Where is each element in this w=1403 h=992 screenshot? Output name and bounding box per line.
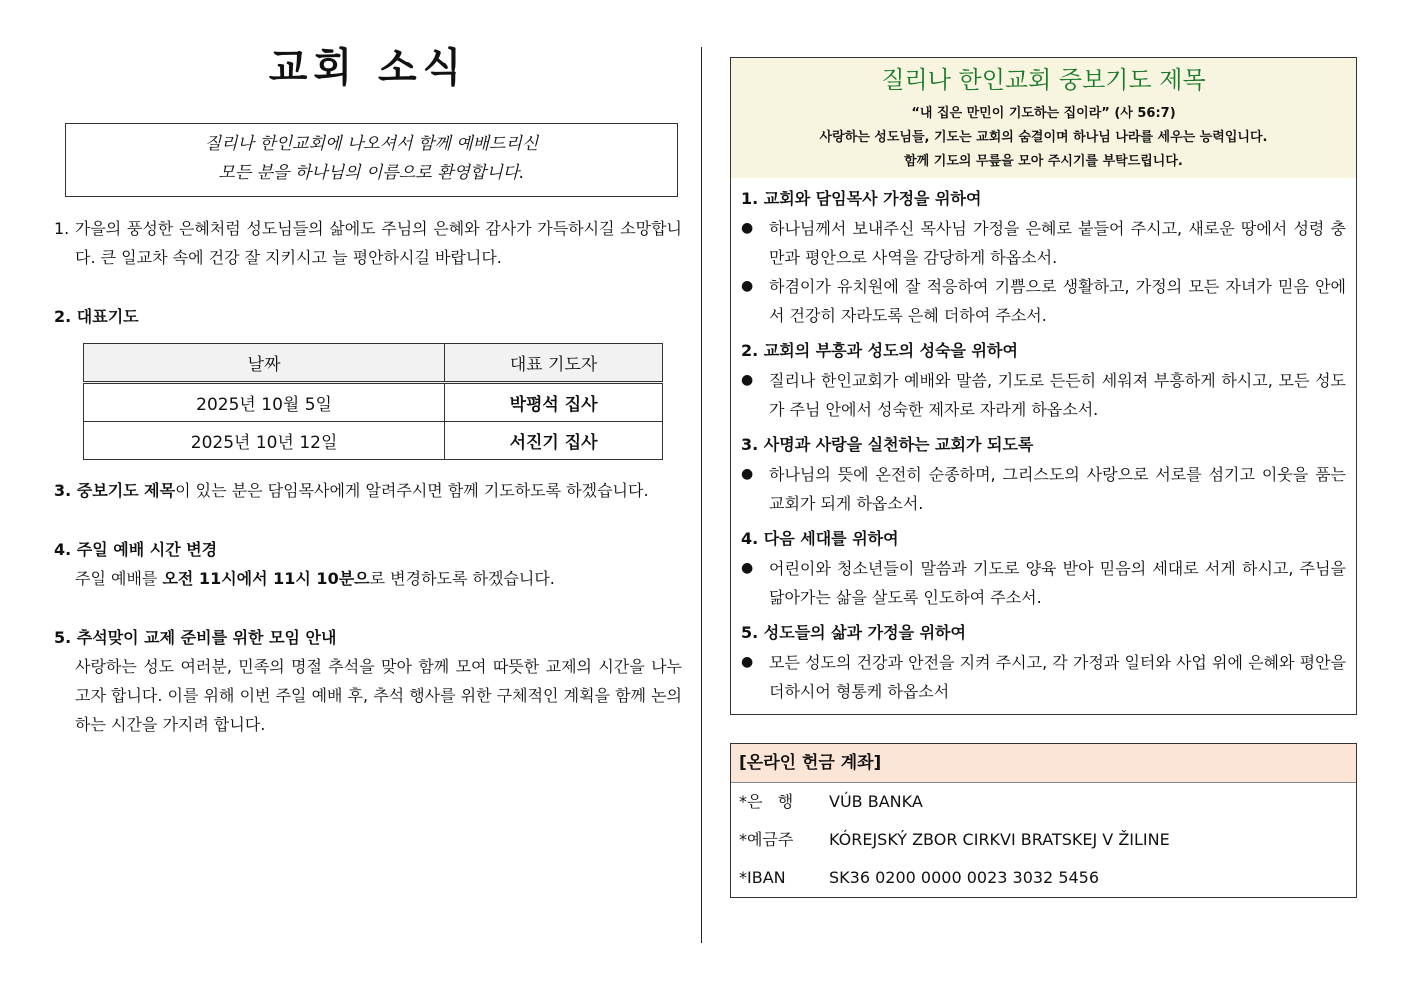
prayer-topic-text: 모든 성도의 건강과 안전을 지켜 주시고, 각 가정과 일터와 사업 위에 은혜와 평안을 더하시어 형통케 하옵소서 [769, 653, 1346, 701]
offering-label: *은 행 [739, 792, 794, 811]
intercession-title: 질리나 한인교회 중보기도 제목 [731, 58, 1356, 102]
table-row [84, 422, 663, 460]
welcome-box [65, 123, 678, 197]
intro-line-2: 함께 기도의 무릎을 모아 주시기를 부탁드립니다. [904, 154, 1183, 169]
column-divider [701, 47, 702, 943]
table-cell-leader: 박평석 집사 [445, 383, 663, 422]
table-cell-date: 2025년 10월 5일 [84, 383, 445, 422]
prayer-leader-table [83, 343, 663, 460]
prayer-topic-3-heading: 3. 사명과 사랑을 실천하는 교회가 되도록 [741, 435, 1034, 454]
offering-value: KÓREJSKÝ ZBOR CIRKVI BRATSKEJ V ŽILINE [829, 830, 1170, 849]
list-item [741, 460, 1346, 518]
intro-line-1: 사랑하는 성도님들, 기도는 교회의 숨결이며 하나님 나라를 세우는 능력입니다. [819, 130, 1268, 145]
prayer-topic-4-heading: 4. 다음 세대를 위하여 [741, 529, 899, 548]
intercession-intro [731, 102, 1356, 178]
news-item-3-bold: 중보기도 제목 [76, 481, 176, 500]
list-item [741, 214, 1346, 272]
list-item [741, 366, 1346, 424]
list-item [741, 554, 1346, 612]
bullet-icon: ● [741, 560, 754, 576]
bullet-icon: ● [741, 372, 754, 388]
prayer-topic-text: 하겸이가 유치원에 잘 적응하여 기쁨으로 생활하고, 가정의 모든 자녀가 믿음 안에서 건강히 자라도록 은혜 더하여 주소서. [769, 277, 1346, 325]
church-news-column [54, 40, 682, 739]
prayer-topics [731, 178, 1356, 714]
news-item-5-body: 사랑하는 성도 여러분, 민족의 명절 추석을 맞아 함께 모여 따뜻한 교제의 시간을 나누고자 합니다. 이를 위해 이번 주일 예배 후, 추석 행사를 위한 구체적인 계획을 함께 논의하는 시간을 가지려 합니다. [75, 657, 682, 734]
news-item-5-heading: 5. 추석맞이 교제 준비를 위한 모임 안내 [54, 628, 337, 647]
offering-row-bank [731, 783, 1356, 821]
news-item-1 [54, 214, 682, 272]
news-item-4-pre: 주일 예배를 [75, 569, 163, 588]
news-item-3-text [54, 476, 682, 505]
bullet-icon: ● [741, 654, 754, 670]
table-header-row [84, 344, 663, 383]
offering-row-holder [731, 821, 1356, 859]
scripture-verse: “내 집은 만민이 기도하는 집이라” (사 56:7) [911, 106, 1176, 121]
table-cell-leader: 서진기 집사 [445, 422, 663, 460]
table-row [84, 383, 663, 422]
bullet-icon: ● [741, 466, 754, 482]
offering-label: *예금주 [739, 830, 794, 849]
online-offering-box [730, 743, 1357, 898]
prayer-topic-text: 하나님께서 보내주신 목사님 가정을 은혜로 붙들어 주시고, 새로운 땅에서 성령 충만과 평안으로 사역을 감당하게 하옵소서. [769, 219, 1346, 267]
list-item [741, 648, 1346, 706]
news-item-3 [54, 476, 682, 505]
intercession-box [730, 57, 1357, 715]
prayer-topic-text: 하나님의 뜻에 온전히 순종하며, 그리스도의 사랑으로 서로를 섬기고 이웃을 품는 교회가 되게 하옵소서. [769, 465, 1346, 513]
prayer-topic-2-heading: 2. 교회의 부흥과 성도의 성숙을 위하여 [741, 341, 1018, 360]
offering-value: VÚB BANKA [829, 792, 923, 811]
welcome-line-1: 질리나 한인교회에 나오셔서 함께 예배드리신 [204, 134, 539, 154]
offering-row-iban [731, 859, 1356, 897]
table-header-leader: 대표 기도자 [445, 344, 663, 383]
news-item-2-heading: 2. 대표기도 [54, 307, 139, 326]
table-header-date: 날짜 [84, 344, 445, 383]
offering-value: SK36 0200 0000 0023 3032 5456 [829, 868, 1100, 887]
welcome-line-2: 모든 분을 하나님의 이름으로 환영합니다. [218, 163, 525, 183]
news-item-3-number: 3. [54, 481, 77, 500]
prayer-topic-5-heading: 5. 성도들의 삶과 가정을 위하여 [741, 623, 966, 642]
prayer-topic-1-heading: 1. 교회와 담임목사 가정을 위하여 [741, 189, 982, 208]
news-item-4-bold: 오전 11시에서 11시 10분으 [162, 569, 370, 588]
news-item-3-rest: 이 있는 분은 담임목사에게 알려주시면 함께 기도하도록 하겠습니다. [175, 481, 649, 500]
page-title: 교회 소식 [268, 45, 468, 91]
news-item-4-post: 로 변경하도록 하겠습니다. [369, 569, 555, 588]
bullet-icon: ● [741, 220, 754, 236]
table-cell-date: 2025년 10년 12일 [84, 422, 445, 460]
news-item-1-text: 1. 가을의 풍성한 은혜처럼 성도님들의 삶에도 주님의 은혜와 감사가 가득하시길 소망합니다. 큰 일교차 속에 건강 잘 지키시고 늘 평안하시길 바랍니다. [54, 219, 682, 267]
offering-label: *IBAN [739, 868, 786, 887]
prayer-topic-text: 어린이와 청소년들이 말씀과 기도로 양육 받아 믿음의 세대로 서게 하시고, 주님을 닮아가는 삶을 살도록 인도하여 주소서. [769, 559, 1346, 607]
offering-title: [온라인 헌금 계좌] [731, 744, 1356, 783]
list-item [741, 272, 1346, 330]
news-item-4-heading: 4. 주일 예배 시간 변경 [54, 540, 218, 559]
prayer-topic-text: 질리나 한인교회가 예배와 말씀, 기도로 든든히 세워져 부흥하게 하시고, 모든 성도가 주님 안에서 성숙한 제자로 자라게 하옵소서. [769, 371, 1346, 419]
bullet-icon: ● [741, 278, 754, 294]
news-item-4-body [54, 564, 682, 593]
intercession-column [730, 57, 1357, 898]
